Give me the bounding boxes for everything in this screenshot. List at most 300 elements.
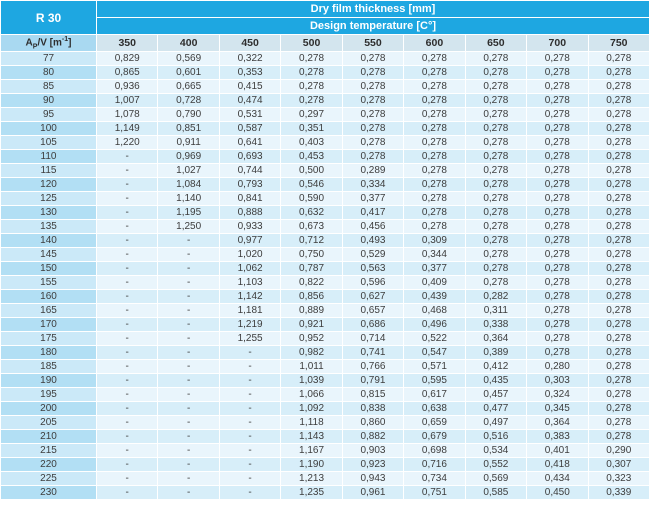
thickness-value: 0,278 xyxy=(281,66,341,79)
thickness-value: 0,412 xyxy=(466,360,526,373)
thickness-value: 0,278 xyxy=(343,122,403,135)
thickness-value: 0,571 xyxy=(404,360,464,373)
thickness-value: 1,007 xyxy=(97,94,157,107)
thickness-value: 0,403 xyxy=(281,136,341,149)
thickness-value: 0,278 xyxy=(527,164,587,177)
thickness-value: - xyxy=(97,388,157,401)
table-row xyxy=(1,262,649,275)
thickness-value: 0,278 xyxy=(589,374,650,387)
thickness-value: 0,278 xyxy=(589,290,650,303)
thickness-value: 0,278 xyxy=(527,66,587,79)
thickness-value: 1,255 xyxy=(220,332,280,345)
thickness-value: 0,278 xyxy=(527,346,587,359)
thickness-value: 0,673 xyxy=(281,220,341,233)
apv-header-mid: /V [m xyxy=(37,37,62,49)
thickness-value: 0,278 xyxy=(589,108,650,121)
table-row xyxy=(1,136,649,149)
thickness-value: 0,278 xyxy=(589,52,650,65)
thickness-value: - xyxy=(97,472,157,485)
thickness-value: - xyxy=(97,206,157,219)
thickness-value: 0,278 xyxy=(404,192,464,205)
thickness-value: - xyxy=(158,402,218,415)
thickness-value: - xyxy=(158,276,218,289)
thickness-value: 0,322 xyxy=(220,52,280,65)
table-row xyxy=(1,206,649,219)
apv-column-header xyxy=(1,35,96,51)
apv-value: 77 xyxy=(1,52,96,65)
thickness-value: 0,278 xyxy=(281,52,341,65)
thickness-value: 0,439 xyxy=(404,290,464,303)
thickness-value: 0,278 xyxy=(589,248,650,261)
thickness-value: 0,278 xyxy=(527,248,587,261)
thickness-value: 0,334 xyxy=(343,178,403,191)
header-band-row-1 xyxy=(1,1,649,17)
thickness-value: 0,450 xyxy=(527,486,587,499)
thickness-value: 0,596 xyxy=(343,276,403,289)
apv-value: 165 xyxy=(1,304,96,317)
thickness-value: - xyxy=(220,388,280,401)
apv-value: 105 xyxy=(1,136,96,149)
thickness-value: 0,493 xyxy=(343,234,403,247)
apv-value: 210 xyxy=(1,430,96,443)
thickness-value: 0,278 xyxy=(404,164,464,177)
thickness-value: 1,250 xyxy=(158,220,218,233)
thickness-value: 0,278 xyxy=(589,430,650,443)
temp-column-header: 400 xyxy=(158,35,218,51)
thickness-value: 0,889 xyxy=(281,304,341,317)
thickness-value: 1,149 xyxy=(97,122,157,135)
thickness-value: - xyxy=(158,486,218,499)
thickness-value: - xyxy=(220,472,280,485)
thickness-value: 0,477 xyxy=(466,402,526,415)
thickness-value: 0,278 xyxy=(466,178,526,191)
thickness-value: 0,297 xyxy=(281,108,341,121)
apv-value: 180 xyxy=(1,346,96,359)
apv-value: 130 xyxy=(1,206,96,219)
thickness-value: 0,278 xyxy=(404,80,464,93)
apv-value: 175 xyxy=(1,332,96,345)
thickness-value: 0,435 xyxy=(466,374,526,387)
thickness-value: 1,167 xyxy=(281,444,341,457)
thickness-value: - xyxy=(97,164,157,177)
thickness-value: - xyxy=(97,276,157,289)
thickness-value: - xyxy=(97,346,157,359)
thickness-value: 1,092 xyxy=(281,402,341,415)
thickness-value: 0,657 xyxy=(343,304,403,317)
thickness-value: 0,911 xyxy=(158,136,218,149)
thickness-value: 0,290 xyxy=(589,444,650,457)
thickness-value: 0,377 xyxy=(343,192,403,205)
thickness-value: 0,665 xyxy=(158,80,218,93)
thickness-value: - xyxy=(158,234,218,247)
thickness-value: - xyxy=(220,346,280,359)
table-row xyxy=(1,430,649,443)
thickness-value: 0,278 xyxy=(527,192,587,205)
temp-column-header: 750 xyxy=(589,35,650,51)
thickness-value: 0,278 xyxy=(466,234,526,247)
band-title-design-temperature: Design temperature [C°] xyxy=(97,18,649,34)
thickness-value: 0,309 xyxy=(404,234,464,247)
thickness-value: - xyxy=(220,458,280,471)
thickness-value: 0,278 xyxy=(404,150,464,163)
table-row xyxy=(1,472,649,485)
thickness-value: - xyxy=(97,374,157,387)
thickness-value: 0,595 xyxy=(404,374,464,387)
table-row xyxy=(1,52,649,65)
apv-value: 195 xyxy=(1,388,96,401)
apv-value: 185 xyxy=(1,360,96,373)
apv-value: 100 xyxy=(1,122,96,135)
thickness-value: - xyxy=(158,318,218,331)
thickness-value: - xyxy=(158,444,218,457)
thickness-value: 0,278 xyxy=(343,94,403,107)
apv-value: 150 xyxy=(1,262,96,275)
table-row xyxy=(1,122,649,135)
table-row xyxy=(1,332,649,345)
thickness-value: 0,383 xyxy=(527,430,587,443)
apv-value: 140 xyxy=(1,234,96,247)
thickness-value: 0,686 xyxy=(343,318,403,331)
thickness-value: 0,585 xyxy=(466,486,526,499)
thickness-value: 0,278 xyxy=(589,332,650,345)
thickness-value: 1,235 xyxy=(281,486,341,499)
thickness-value: 0,278 xyxy=(589,360,650,373)
thickness-value: 0,278 xyxy=(589,150,650,163)
thickness-value: 0,714 xyxy=(343,332,403,345)
thickness-value: 0,278 xyxy=(589,262,650,275)
thickness-value: - xyxy=(220,374,280,387)
thickness-value: 0,278 xyxy=(589,276,650,289)
thickness-value: 1,213 xyxy=(281,472,341,485)
thickness-value: 0,278 xyxy=(466,220,526,233)
thickness-value: 0,278 xyxy=(281,80,341,93)
thickness-value: 0,679 xyxy=(404,430,464,443)
table-row xyxy=(1,486,649,499)
thickness-value: 0,278 xyxy=(466,192,526,205)
thickness-value: 0,278 xyxy=(466,206,526,219)
thickness-value: 0,278 xyxy=(404,108,464,121)
temp-column-header: 700 xyxy=(527,35,587,51)
thickness-value: 1,181 xyxy=(220,304,280,317)
thickness-value: 0,278 xyxy=(589,318,650,331)
apv-value: 85 xyxy=(1,80,96,93)
thickness-value: 0,364 xyxy=(527,416,587,429)
thickness-value: 0,496 xyxy=(404,318,464,331)
thickness-value: 0,278 xyxy=(527,80,587,93)
thickness-value: 0,790 xyxy=(158,108,218,121)
thickness-value: 0,278 xyxy=(527,94,587,107)
thickness-value: 0,278 xyxy=(589,94,650,107)
thickness-value: - xyxy=(220,430,280,443)
thickness-value: 0,278 xyxy=(404,52,464,65)
thickness-value: 0,289 xyxy=(343,164,403,177)
thickness-value: - xyxy=(97,150,157,163)
apv-value: 155 xyxy=(1,276,96,289)
thickness-value: 0,468 xyxy=(404,304,464,317)
thickness-value: 0,278 xyxy=(466,150,526,163)
thickness-value: 0,728 xyxy=(158,94,218,107)
thickness-value: - xyxy=(97,304,157,317)
thickness-value: 0,278 xyxy=(527,262,587,275)
table-row xyxy=(1,248,649,261)
thickness-value: 0,278 xyxy=(589,178,650,191)
thickness-value: 0,734 xyxy=(404,472,464,485)
thickness-value: 1,020 xyxy=(220,248,280,261)
thickness-value: 0,278 xyxy=(589,416,650,429)
thickness-value: 1,039 xyxy=(281,374,341,387)
thickness-value: 0,415 xyxy=(220,80,280,93)
thickness-value: - xyxy=(158,304,218,317)
thickness-value: 0,278 xyxy=(466,164,526,177)
thickness-value: 0,278 xyxy=(527,108,587,121)
thickness-value: 0,278 xyxy=(589,220,650,233)
thickness-value: 0,434 xyxy=(527,472,587,485)
thickness-value: - xyxy=(97,262,157,275)
thickness-value: 0,712 xyxy=(281,234,341,247)
thickness-value: 0,278 xyxy=(589,122,650,135)
thickness-value: 0,344 xyxy=(404,248,464,261)
thickness-value: 0,389 xyxy=(466,346,526,359)
table-row xyxy=(1,416,649,429)
thickness-value: 0,587 xyxy=(220,122,280,135)
table-row xyxy=(1,458,649,471)
thickness-value: 0,278 xyxy=(343,80,403,93)
apv-header-base: A xyxy=(25,37,33,49)
thickness-value: 0,278 xyxy=(404,220,464,233)
apv-header-superscript: -1 xyxy=(61,35,69,43)
thickness-value: 0,500 xyxy=(281,164,341,177)
thickness-value: 0,278 xyxy=(343,108,403,121)
thickness-value: 0,278 xyxy=(589,80,650,93)
temp-column-header: 350 xyxy=(97,35,157,51)
thickness-value: 0,522 xyxy=(404,332,464,345)
thickness-value: 0,860 xyxy=(343,416,403,429)
thickness-value: - xyxy=(97,248,157,261)
apv-value: 80 xyxy=(1,66,96,79)
thickness-value: 0,791 xyxy=(343,374,403,387)
thickness-value: 0,969 xyxy=(158,150,218,163)
thickness-value: - xyxy=(97,458,157,471)
thickness-value: 0,456 xyxy=(343,220,403,233)
thickness-value: - xyxy=(97,486,157,499)
thickness-value: - xyxy=(158,472,218,485)
thickness-value: 1,027 xyxy=(158,164,218,177)
thickness-value: 0,882 xyxy=(343,430,403,443)
thickness-value: 0,345 xyxy=(527,402,587,415)
thickness-value: 0,856 xyxy=(281,290,341,303)
thickness-value: 0,741 xyxy=(343,346,403,359)
thickness-value: 0,278 xyxy=(466,136,526,149)
thickness-value: 0,766 xyxy=(343,360,403,373)
table-row xyxy=(1,164,649,177)
thickness-value: - xyxy=(97,444,157,457)
thickness-value: 0,324 xyxy=(527,388,587,401)
thickness-value: 0,278 xyxy=(404,66,464,79)
thickness-value: 0,659 xyxy=(404,416,464,429)
table-row xyxy=(1,80,649,93)
thickness-value: 0,278 xyxy=(466,108,526,121)
thickness-value: 0,278 xyxy=(343,150,403,163)
temp-column-header: 450 xyxy=(220,35,280,51)
thickness-value: 0,278 xyxy=(466,66,526,79)
table-row xyxy=(1,94,649,107)
thickness-value: - xyxy=(158,248,218,261)
thickness-value: 0,278 xyxy=(589,304,650,317)
thickness-value: 0,278 xyxy=(589,388,650,401)
thickness-value: 0,278 xyxy=(404,94,464,107)
thickness-value: 0,936 xyxy=(97,80,157,93)
thickness-value: 0,278 xyxy=(527,290,587,303)
thickness-value: 0,787 xyxy=(281,262,341,275)
thickness-value: 0,534 xyxy=(466,444,526,457)
thickness-value: 0,952 xyxy=(281,332,341,345)
apv-header-end: ] xyxy=(68,37,72,49)
apv-header-subscript: P xyxy=(32,43,38,51)
thickness-value: 0,338 xyxy=(466,318,526,331)
apv-value: 200 xyxy=(1,402,96,415)
thickness-value: 0,278 xyxy=(589,136,650,149)
table-row xyxy=(1,290,649,303)
thickness-value: 0,311 xyxy=(466,304,526,317)
table-row xyxy=(1,276,649,289)
thickness-value: 0,693 xyxy=(220,150,280,163)
thickness-value: 0,590 xyxy=(281,192,341,205)
thickness-value: - xyxy=(158,430,218,443)
thickness-value: - xyxy=(97,290,157,303)
thickness-value: 0,822 xyxy=(281,276,341,289)
thickness-value: - xyxy=(220,486,280,499)
thickness-value: 0,961 xyxy=(343,486,403,499)
thickness-value: - xyxy=(158,332,218,345)
thickness-value: 1,084 xyxy=(158,178,218,191)
apv-value: 90 xyxy=(1,94,96,107)
thickness-value: - xyxy=(97,220,157,233)
band-title-dry-film-thickness: Dry film thickness [mm] xyxy=(97,1,649,17)
thickness-value: 0,943 xyxy=(343,472,403,485)
thickness-value: 0,865 xyxy=(97,66,157,79)
table-body xyxy=(1,52,649,499)
thickness-value: - xyxy=(158,416,218,429)
apv-value: 145 xyxy=(1,248,96,261)
thickness-value: 1,078 xyxy=(97,108,157,121)
thickness-value: 0,563 xyxy=(343,262,403,275)
thickness-value: - xyxy=(97,332,157,345)
thickness-value: 0,278 xyxy=(527,122,587,135)
thickness-value: - xyxy=(158,458,218,471)
thickness-value: 0,982 xyxy=(281,346,341,359)
thickness-value: - xyxy=(158,360,218,373)
table-row xyxy=(1,360,649,373)
thickness-value: 0,278 xyxy=(589,346,650,359)
thickness-value: 0,278 xyxy=(589,192,650,205)
thickness-value: 0,793 xyxy=(220,178,280,191)
table-row xyxy=(1,304,649,317)
thickness-value: 0,409 xyxy=(404,276,464,289)
apv-value: 125 xyxy=(1,192,96,205)
apv-value: 220 xyxy=(1,458,96,471)
apv-value: 95 xyxy=(1,108,96,121)
thickness-value: 0,851 xyxy=(158,122,218,135)
thickness-value: 0,617 xyxy=(404,388,464,401)
thickness-value: - xyxy=(97,416,157,429)
temp-column-header: 550 xyxy=(343,35,403,51)
table-row xyxy=(1,374,649,387)
thickness-value: 0,278 xyxy=(527,318,587,331)
thickness-value: 0,529 xyxy=(343,248,403,261)
thickness-value: 0,632 xyxy=(281,206,341,219)
thickness-value: 0,417 xyxy=(343,206,403,219)
thickness-value: - xyxy=(97,318,157,331)
thickness-value: 0,278 xyxy=(589,164,650,177)
thickness-value: 0,569 xyxy=(158,52,218,65)
thickness-value: 0,307 xyxy=(589,458,650,471)
thickness-value: - xyxy=(220,402,280,415)
thickness-value: 0,923 xyxy=(343,458,403,471)
thickness-value: 0,531 xyxy=(220,108,280,121)
table-row xyxy=(1,66,649,79)
thickness-value: 0,547 xyxy=(404,346,464,359)
apv-value: 225 xyxy=(1,472,96,485)
column-header-row xyxy=(1,35,649,51)
thickness-value: 0,278 xyxy=(527,220,587,233)
table-row xyxy=(1,220,649,233)
thickness-value: 0,569 xyxy=(466,472,526,485)
thickness-value: 0,278 xyxy=(466,94,526,107)
thickness-value: - xyxy=(97,178,157,191)
thickness-value: 0,278 xyxy=(343,52,403,65)
thickness-value: 0,815 xyxy=(343,388,403,401)
thickness-value: 0,282 xyxy=(466,290,526,303)
thickness-value: 0,903 xyxy=(343,444,403,457)
thickness-value: 0,977 xyxy=(220,234,280,247)
thickness-value: 0,278 xyxy=(527,136,587,149)
thickness-value: 0,751 xyxy=(404,486,464,499)
table-row xyxy=(1,388,649,401)
apv-value: 230 xyxy=(1,486,96,499)
thickness-value: 0,364 xyxy=(466,332,526,345)
thickness-value: - xyxy=(158,290,218,303)
thickness-value: 0,278 xyxy=(589,402,650,415)
temp-column-header: 600 xyxy=(404,35,464,51)
thickness-value: 0,453 xyxy=(281,150,341,163)
thickness-value: 0,278 xyxy=(404,206,464,219)
thickness-value: 0,278 xyxy=(281,94,341,107)
thickness-value: 0,280 xyxy=(527,360,587,373)
table-row xyxy=(1,444,649,457)
thickness-value: - xyxy=(97,430,157,443)
thickness-value: 0,641 xyxy=(220,136,280,149)
table-row xyxy=(1,402,649,415)
thickness-value: 0,750 xyxy=(281,248,341,261)
thickness-value: 0,278 xyxy=(404,136,464,149)
table-row xyxy=(1,150,649,163)
thickness-value: 0,278 xyxy=(527,178,587,191)
thickness-value: 0,278 xyxy=(589,66,650,79)
thickness-value: 1,011 xyxy=(281,360,341,373)
apv-value: 190 xyxy=(1,374,96,387)
thickness-value: - xyxy=(158,374,218,387)
table-row xyxy=(1,234,649,247)
thickness-value: 1,190 xyxy=(281,458,341,471)
thickness-value: 0,303 xyxy=(527,374,587,387)
thickness-value: - xyxy=(220,360,280,373)
thickness-value: 1,219 xyxy=(220,318,280,331)
thickness-value: 0,401 xyxy=(527,444,587,457)
thickness-value: 0,933 xyxy=(220,220,280,233)
header-band-row-2 xyxy=(1,18,649,34)
table-row xyxy=(1,318,649,331)
table-row xyxy=(1,192,649,205)
